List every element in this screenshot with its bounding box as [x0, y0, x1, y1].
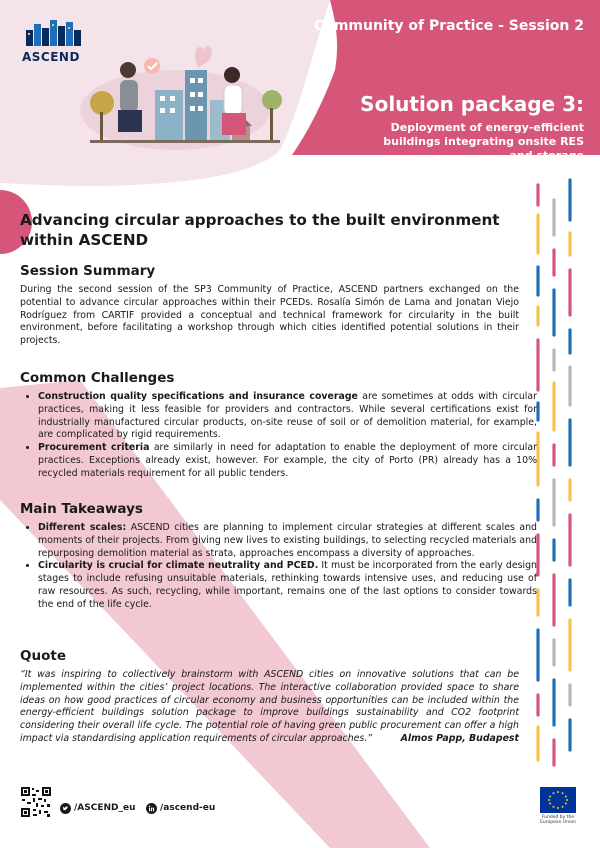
list-item-text: are sometimes at odds with circular practices, making it less feasible for providers and contractors. While several certifications exist for industrially manufactured circular products, on-site reuse of soil or of demolition material, for example, are complicated by rigid requirements. [38, 391, 537, 441]
section-heading-takeaways: Main Takeaways [20, 501, 143, 517]
list-item-title: Circularity is crucial for climate neutrality and PCED. [38, 560, 319, 572]
quote-author: Almos Papp, Budapest [400, 732, 519, 744]
qr-code-icon[interactable] [20, 786, 52, 818]
challenges-list [20, 391, 537, 481]
eu-flag-icon [540, 787, 576, 813]
takeaways-list [20, 522, 537, 612]
list-item-text: It must be incorporated from the early design stages to include refusing unsuitable materials, rethinking towards intensive uses, and reducing use of raw resources. As such, recycling, while important, remains one of the last options to consider towards the end of the life cycle. [38, 560, 537, 610]
twitter-handle-link[interactable]: /ASCEND_eu [74, 803, 136, 813]
list-item [38, 522, 537, 560]
list-item-text: ASCEND cities are planning to implement circular strategies at different scales and moments of their projects. From giving new lives to existing buildings, to selecting recycled materials and repurposing demolition material as strata, approaches encompass a diversity of approaches. [38, 522, 537, 559]
eu-funding-caption: Funded by the European Union [540, 815, 576, 825]
side-stripes-decoration [532, 175, 580, 775]
ascend-logo-icon [24, 18, 84, 48]
quote-block [20, 669, 519, 746]
list-item [38, 391, 537, 442]
list-item-title: Different scales: [38, 522, 127, 533]
linkedin-icon[interactable] [146, 803, 157, 814]
package-title: Solution package 3: [360, 92, 584, 116]
list-item-text: are similarly in need for adaptation to enable the deployment of more circular practices. Exceptions already exist, however. For example, the city of Porto (PR) already has a 10% recycled materials requirement for all public tenders. [38, 442, 537, 479]
section-heading-summary: Session Summary [20, 263, 156, 279]
logo-wordmark: ASCEND [22, 50, 80, 64]
section-heading-quote: Quote [20, 648, 66, 664]
main-title: Advancing circular approaches to the built environment within ASCEND [20, 211, 500, 249]
list-item [38, 442, 537, 480]
quote-text: “It was inspiring to collectively brainstorm with ASCEND cities on innovative solutions that can be implemented within the cities’ project locations. The interactive collaboration provided space to share ideas on how good practices of circular economy and business opportunities can be included within the energy-efficient buildings solution package to improve buildings sustainability and CO2 footprint considering their overall life cycle. The potential role of having green public procurement can offer a high impact via standardising application requirements of circular approaches.” [20, 669, 519, 744]
list-item-title: Construction quality specifications and insurance coverage [38, 391, 358, 402]
list-item-title: Procurement criteria [38, 442, 150, 454]
package-subtitle: Deployment of energy-efficient buildings integrating onsite RES and storage [383, 121, 584, 162]
summary-paragraph: During the second session of the SP3 Community of Practice, ASCEND partners exchanged on the potential to advance circular approaches within their PCEDs. Rosalía Simón de Lama and Jonatan Viejo Rodríguez from CARTIF provided a conceptual and technical framework for circularity in the built environment, before facilitating a workshop through which cities identified potential solutions in their projects. [20, 284, 519, 347]
twitter-icon[interactable] [60, 803, 71, 814]
section-heading-challenges: Common Challenges [20, 370, 175, 386]
session-label: Community of Practice - Session 2 [313, 18, 584, 34]
list-item [38, 560, 537, 611]
linkedin-handle-link[interactable]: /ascend-eu [160, 803, 216, 813]
